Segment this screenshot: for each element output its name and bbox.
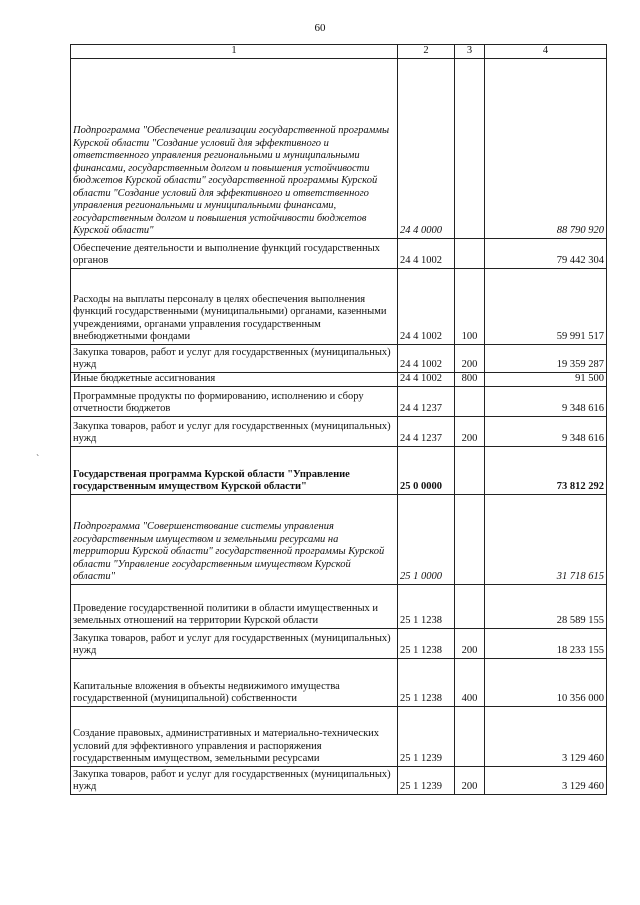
table-header-row	[71, 45, 607, 59]
row-name: Закупка товаров, работ и услуг для государственных (муниципальных) нужд	[71, 344, 398, 372]
table-row	[71, 766, 607, 794]
row-type	[455, 446, 485, 494]
row-type: 200	[455, 344, 485, 372]
row-amount: 10 356 000	[485, 658, 607, 706]
row-type: 400	[455, 658, 485, 706]
row-type	[455, 238, 485, 268]
row-name: Капитальные вложения в объекты недвижимого имущества государственной (муниципальной) собственности	[71, 658, 398, 706]
table-row	[71, 268, 607, 344]
row-code: 25 1 1239	[398, 706, 455, 766]
row-code: 25 0 0000	[398, 446, 455, 494]
table-row	[71, 628, 607, 658]
row-name: Программные продукты по формированию, исполнению и сбору отчетности бюджетов	[71, 386, 398, 416]
row-code: 25 1 1238	[398, 584, 455, 628]
row-amount: 3 129 460	[485, 766, 607, 794]
column-header: 1	[71, 45, 398, 59]
column-header: 3	[455, 45, 485, 59]
row-code: 24 4 1237	[398, 386, 455, 416]
page-number: 60	[314, 22, 326, 34]
row-amount: 9 348 616	[485, 416, 607, 446]
row-name: Расходы на выплаты персоналу в целях обеспечения выполнения функций государственными (муниципальными) органами, казенными учреждениями, органами управления государственным внебюджетными фондами	[71, 268, 398, 344]
margin-tick-mark: `	[36, 454, 40, 465]
row-amount: 28 589 155	[485, 584, 607, 628]
row-amount: 19 359 287	[485, 344, 607, 372]
row-code: 25 1 0000	[398, 494, 455, 584]
table-row	[71, 446, 607, 494]
table-row	[71, 416, 607, 446]
row-amount: 88 790 920	[485, 58, 607, 238]
row-code: 24 4 1002	[398, 268, 455, 344]
row-type: 800	[455, 372, 485, 386]
table-row	[71, 658, 607, 706]
table-row	[71, 584, 607, 628]
table-row	[71, 706, 607, 766]
row-amount: 79 442 304	[485, 238, 607, 268]
row-name: Создание правовых, административных и материально-технических условий для эффективного управления и распоряжения государственным имуществом, земельными ресурсами	[71, 706, 398, 766]
row-code: 24 4 1002	[398, 344, 455, 372]
table-row	[71, 386, 607, 416]
row-name: Государственая программа Курской области "Управление государственным имуществом Курской области"	[71, 446, 398, 494]
row-code: 24 4 1002	[398, 238, 455, 268]
row-amount: 59 991 517	[485, 268, 607, 344]
table-row	[71, 238, 607, 268]
row-type	[455, 584, 485, 628]
row-type: 200	[455, 416, 485, 446]
row-code: 24 4 1002	[398, 372, 455, 386]
row-name: Обеспечение деятельности и выполнение функций государственных органов	[71, 238, 398, 268]
row-code: 25 1 1238	[398, 658, 455, 706]
column-header: 4	[485, 45, 607, 59]
row-name: Подпрограмма "Совершенствование системы управления государственным имуществом и земельными ресурсами на территории Курской области" государственной программы Курской области "Управление государственным имуществом Курской области"	[71, 494, 398, 584]
row-name: Закупка товаров, работ и услуг для государственных (муниципальных) нужд	[71, 628, 398, 658]
row-type	[455, 386, 485, 416]
row-type: 200	[455, 766, 485, 794]
row-amount: 18 233 155	[485, 628, 607, 658]
row-name: Проведение государственной политики в области имущественных и земельных отношений на территории Курской области	[71, 584, 398, 628]
row-code: 24 4 1237	[398, 416, 455, 446]
table-row	[71, 494, 607, 584]
row-type: 200	[455, 628, 485, 658]
column-header: 2	[398, 45, 455, 59]
row-code: 25 1 1239	[398, 766, 455, 794]
row-amount: 9 348 616	[485, 386, 607, 416]
row-amount: 31 718 615	[485, 494, 607, 584]
row-name: Закупка товаров, работ и услуг для государственных (муниципальных) нужд	[71, 416, 398, 446]
row-amount: 91 500	[485, 372, 607, 386]
row-type	[455, 494, 485, 584]
row-code: 24 4 0000	[398, 58, 455, 238]
row-type	[455, 58, 485, 238]
row-amount: 73 812 292	[485, 446, 607, 494]
budget-table	[70, 44, 607, 795]
table-row	[71, 372, 607, 386]
row-type: 100	[455, 268, 485, 344]
row-code: 25 1 1238	[398, 628, 455, 658]
row-type	[455, 706, 485, 766]
row-name: Иные бюджетные ассигнования	[71, 372, 398, 386]
row-amount: 3 129 460	[485, 706, 607, 766]
row-name: Подпрограмма "Обеспечение реализации государственной программы Курской области "Создание условий для эффективного и ответственного управления региональными и муниципальными финансами, государственным долгом и повышения устойчивости бюджетов Курской области" государственной программы Курской области "Создание условий для эффективного и ответственного управления региональными и муниципальными финансами, государственным долгом и повышения устойчивости бюджетов Курской области"	[71, 58, 398, 238]
table-row	[71, 344, 607, 372]
table-row	[71, 58, 607, 238]
row-name: Закупка товаров, работ и услуг для государственных (муниципальных) нужд	[71, 766, 398, 794]
